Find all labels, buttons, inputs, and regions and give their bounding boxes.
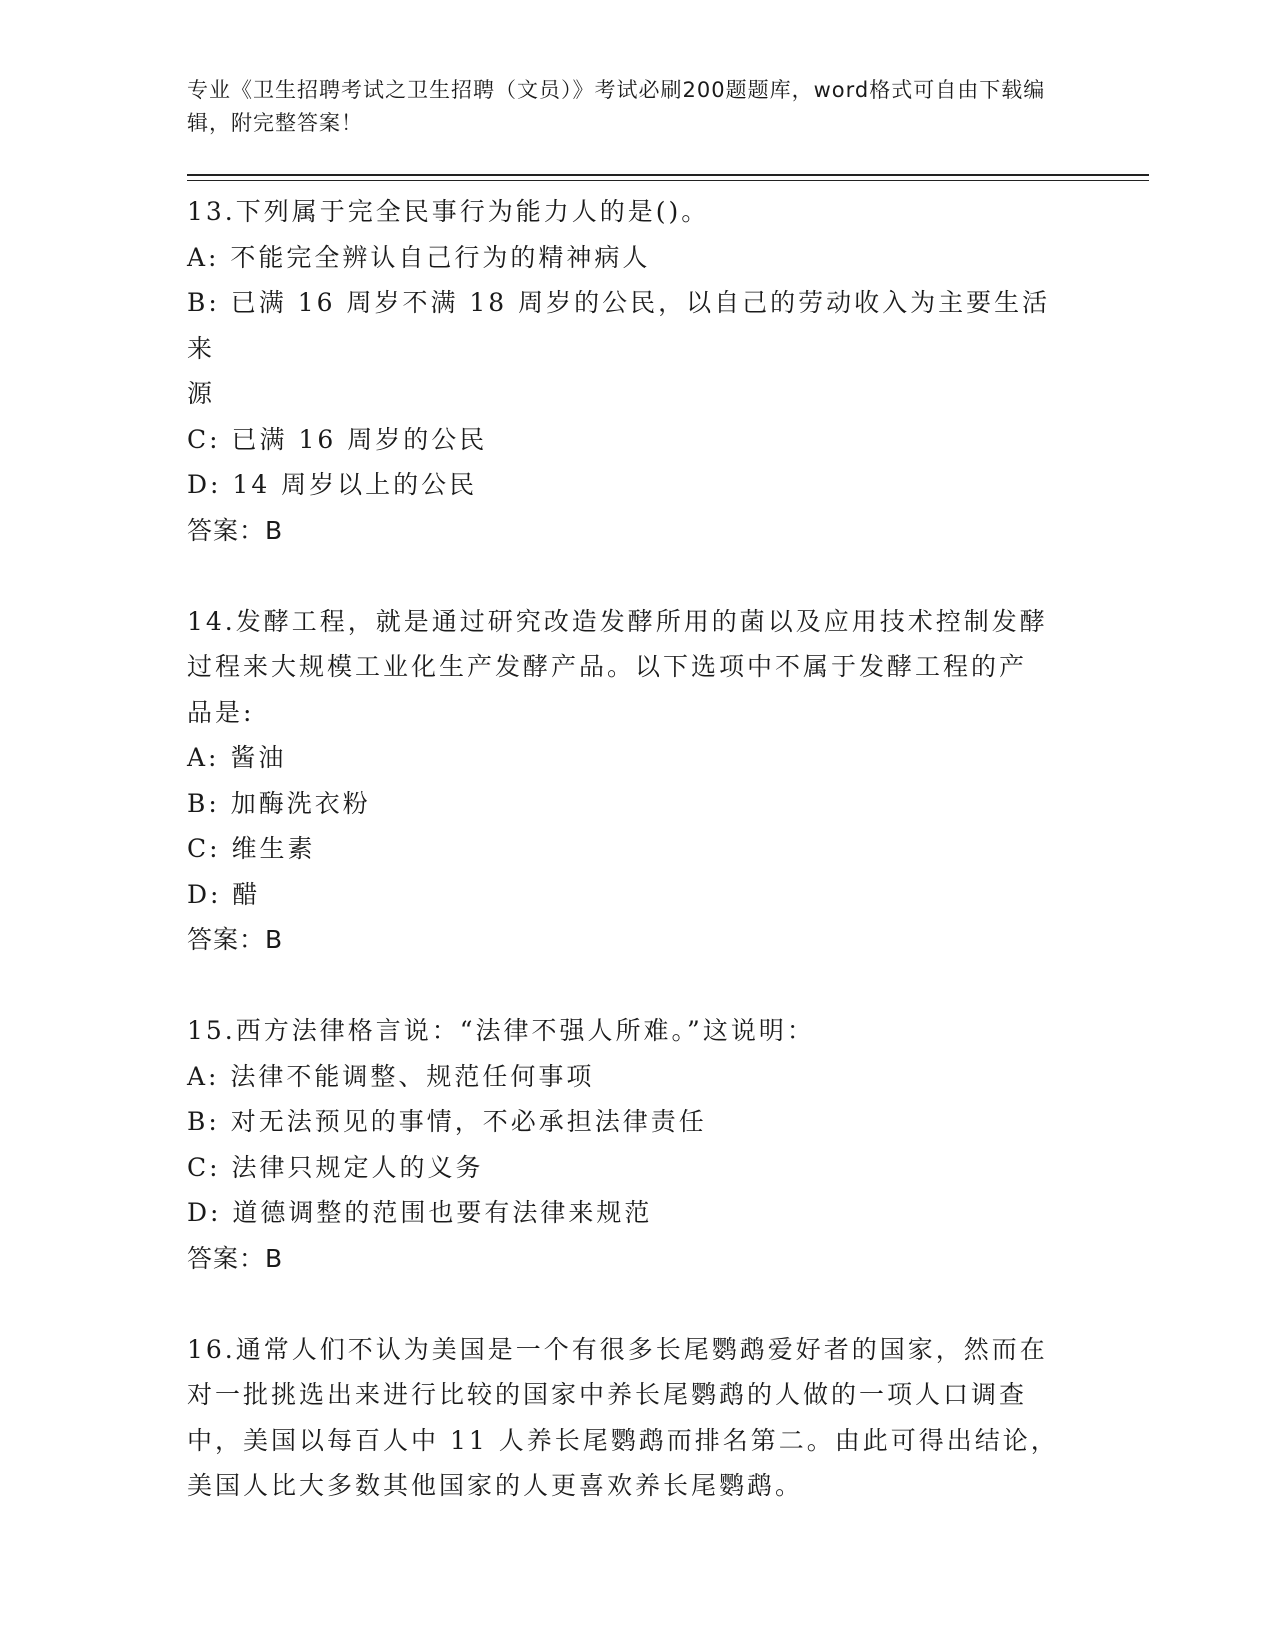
question-stem-line-3: 中，美国以每百人中 11 人养长尾鹦鹉而排名第二。由此可得出结论， bbox=[187, 1425, 1059, 1455]
header-divider bbox=[187, 174, 1149, 176]
document-header: 专业《卫生招聘考试之卫生招聘（文员）》考试必刷200题题库，word格式可自由下载编辑，附完整答案！ bbox=[187, 78, 1046, 135]
answer: 答案：B bbox=[187, 1243, 284, 1273]
question-13 bbox=[187, 189, 1067, 553]
option-c: C: 法律只规定人的义务 bbox=[187, 1152, 484, 1182]
option-b: B: 已满 16 周岁不满 18 周岁的公民，以自己的劳动收入为主要生活来 bbox=[187, 288, 1051, 363]
spacer bbox=[187, 553, 1067, 599]
option-d: D: 14 周岁以上的公民 bbox=[187, 470, 478, 499]
option-d: D: 醋 bbox=[187, 879, 261, 909]
option-d: D: 道德调整的范围也要有法律来规范 bbox=[187, 1198, 653, 1227]
option-b: B: 加酶洗衣粉 bbox=[187, 788, 371, 818]
answer: 答案：B bbox=[187, 925, 284, 954]
question-stem-line-4: 美国人比大多数其他国家的人更喜欢养长尾鹦鹉。 bbox=[187, 1471, 804, 1500]
spacer bbox=[187, 963, 1067, 1009]
spacer bbox=[187, 1281, 1067, 1327]
option-a: A: 法律不能调整、规范任何事项 bbox=[187, 1061, 595, 1091]
option-a: A: 不能完全辨认自己行为的精神病人 bbox=[187, 242, 651, 272]
option-a: A: 酱油 bbox=[187, 743, 287, 772]
option-c: C: 维生素 bbox=[187, 834, 316, 863]
question-stem-line-2: 过程来大规模工业化生产发酵产品。以下选项中不属于发酵工程的产 bbox=[187, 652, 1028, 681]
option-b-continued: 源 bbox=[187, 379, 216, 408]
question-14 bbox=[187, 599, 1067, 963]
question-stem: 15.西方法律格言说：“法律不强人所难。”这说明： bbox=[187, 1016, 815, 1045]
answer: 答案：B bbox=[187, 515, 284, 545]
question-stem-line-3: 品是: bbox=[187, 697, 255, 727]
option-c: C: 已满 16 周岁的公民 bbox=[187, 424, 488, 454]
question-stem: 14.发酵工程，就是通过研究改造发酵所用的菌以及应用技术控制发酵 bbox=[187, 606, 1048, 636]
question-stem-line-2: 对一批挑选出来进行比较的国家中养长尾鹦鹉的人做的一项人口调查 bbox=[187, 1380, 1028, 1409]
option-b: B: 对无法预见的事情，不必承担法律责任 bbox=[187, 1107, 707, 1136]
question-16 bbox=[187, 1327, 1067, 1509]
question-stem: 16.通常人们不认为美国是一个有很多长尾鹦鹉爱好者的国家，然而在 bbox=[187, 1334, 1048, 1364]
question-15 bbox=[187, 1008, 1067, 1281]
question-stem: 13.下列属于完全民事行为能力人的是()。 bbox=[187, 197, 710, 226]
header-divider-thin bbox=[187, 180, 1149, 181]
question-list bbox=[187, 189, 1067, 1509]
